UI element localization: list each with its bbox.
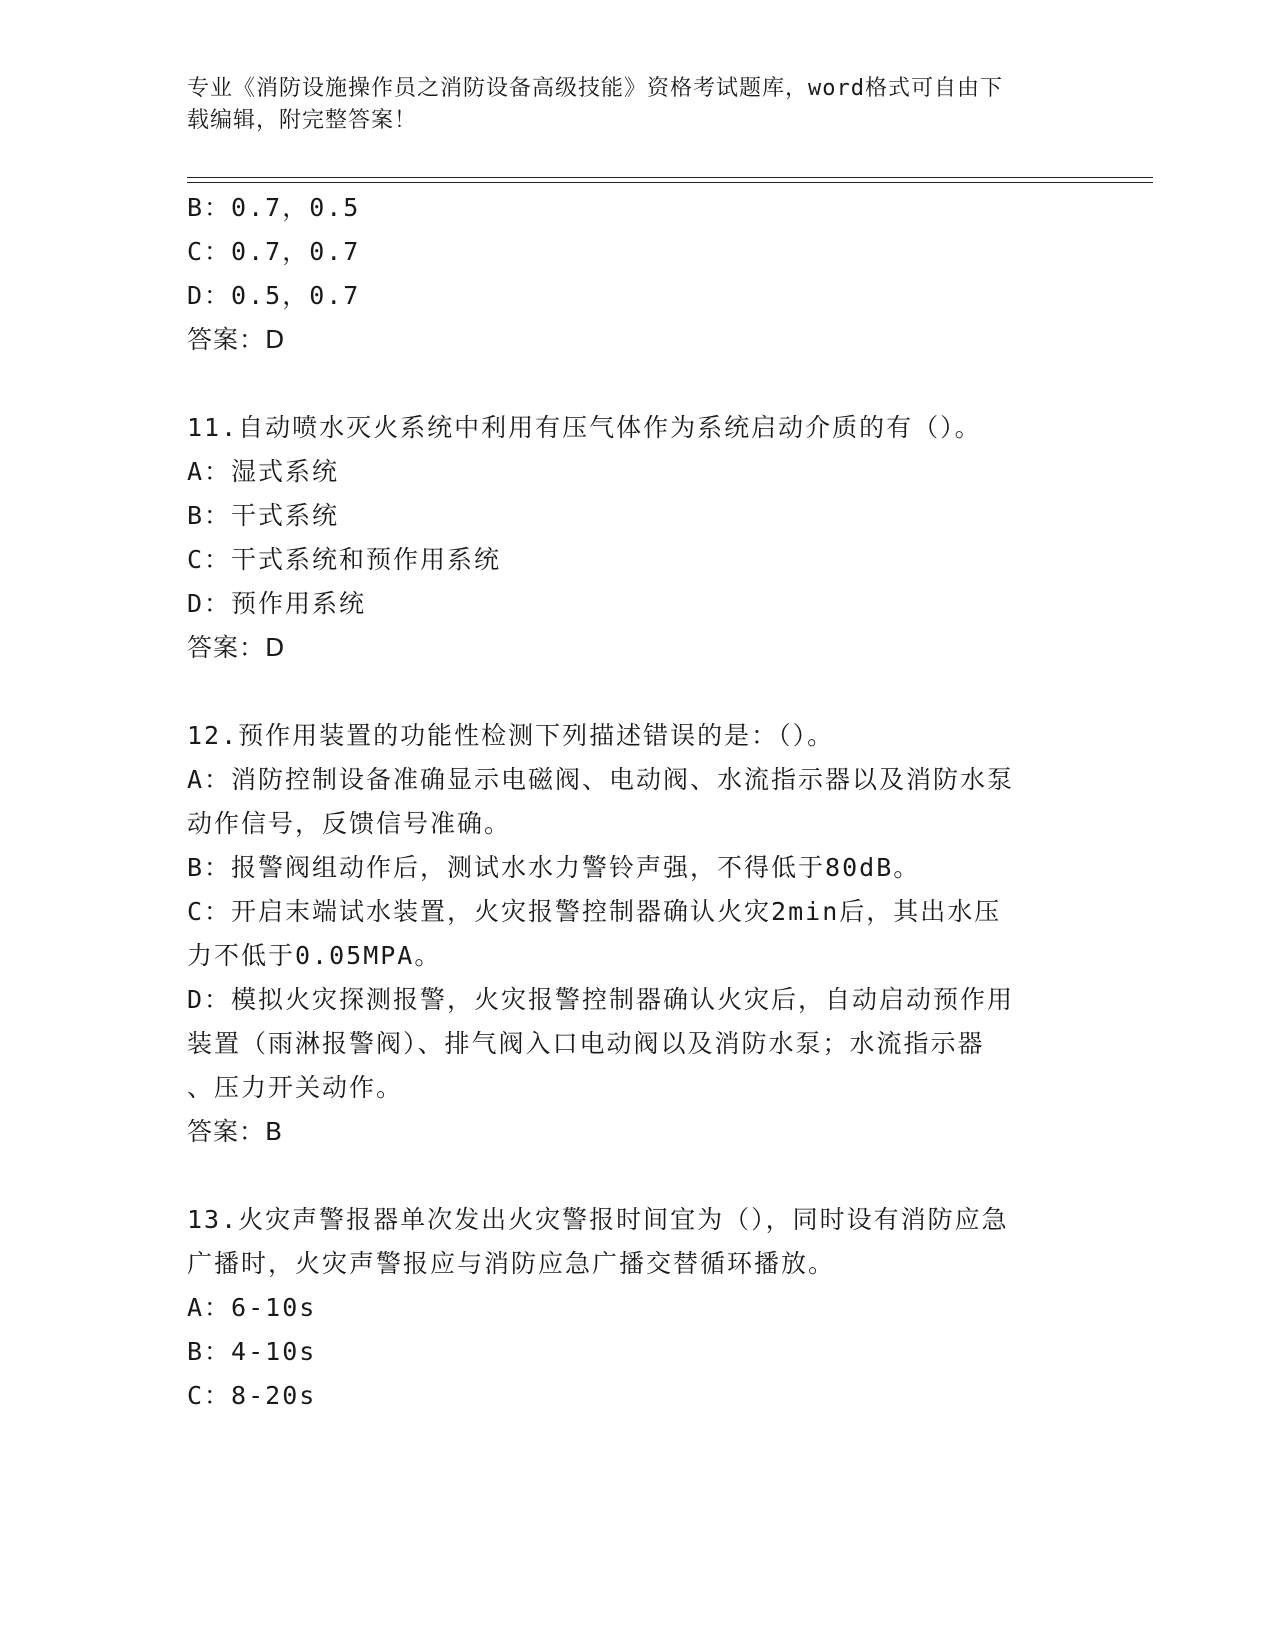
q13-stem-line-2: 广播时，火灾声警报应与消防应急广播交替循环播放。 (187, 1249, 836, 1278)
q12-option-c-line-2: 力不低于0.05MPA。 (187, 941, 442, 970)
q12-option-c-line-1: C：开启末端试水装置，火灾报警控制器确认火灾2min后，其出水压 (187, 897, 1002, 926)
q13-option-b: B：4-10s (187, 1337, 317, 1366)
q12-option-b: B：报警阀组动作后，测试水水力警铃声强，不得低于80dB。 (187, 853, 921, 882)
prev-answer: 答案：D (187, 325, 286, 354)
prev-option-c: C：0.7，0.7 (187, 237, 361, 266)
page-header (187, 73, 1067, 137)
header-line-1: 专业《消防设施操作员之消防设备高级技能》资格考试题库，word格式可自由下 (187, 76, 1003, 101)
q11-stem: 11.自动喷水灭火系统中利用有压气体作为系统启动介质的有（）。 (187, 413, 982, 442)
header-rule-top (187, 177, 1153, 178)
q11-answer: 答案：D (187, 633, 286, 662)
prev-option-d: D：0.5，0.7 (187, 281, 361, 310)
q12-answer: 答案：B (187, 1117, 284, 1146)
q12-option-a-line-2: 动作信号，反馈信号准确。 (187, 809, 512, 838)
header-line-2: 载编辑，附完整答案！ (187, 108, 418, 133)
q13-stem-line-1: 13.火灾声警报器单次发出火灾警报时间宜为（），同时设有消防应急 (187, 1205, 1009, 1234)
q11-option-a: A：湿式系统 (187, 457, 340, 486)
q13-option-c: C：8-20s (187, 1381, 317, 1410)
q12-option-d-line-2: 装置（雨淋报警阀）、排气阀入口电动阀以及消防水泵；水流指示器 (187, 1029, 985, 1058)
q12-option-d-line-1: D：模拟火灾探测报警，火灾报警控制器确认火灾后，自动启动预作用 (187, 985, 1015, 1014)
q12-option-d-line-3: 、压力开关动作。 (187, 1073, 404, 1102)
q11-option-c: C：干式系统和预作用系统 (187, 545, 502, 574)
q12-option-a-line-1: A：消防控制设备准确显示电磁阀、电动阀、水流指示器以及消防水泵 (187, 765, 1015, 794)
q11-option-b: B：干式系统 (187, 501, 340, 530)
q11-option-d: D：预作用系统 (187, 589, 367, 618)
q13-option-a: A：6-10s (187, 1293, 317, 1322)
prev-option-b: B：0.7，0.5 (187, 193, 361, 222)
header-rule-bottom (187, 182, 1153, 183)
q12-stem: 12.预作用装置的功能性检测下列描述错误的是：（）。 (187, 721, 835, 750)
